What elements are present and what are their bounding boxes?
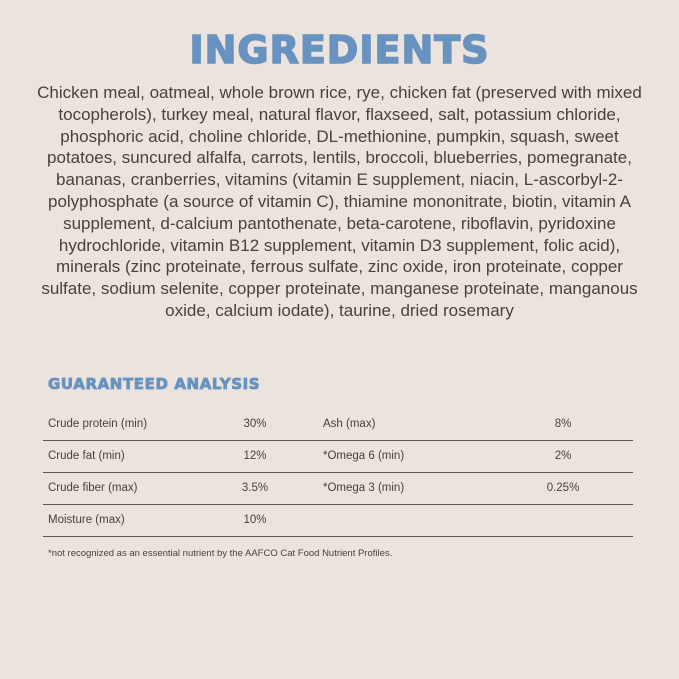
aafco-footnote: *not recognized as an essential nutrient by the AAFCO Cat Food Nutrient Profiles.: [48, 547, 393, 559]
nutrient-value: 12%: [243, 450, 267, 463]
nutrient-value: 8%: [554, 418, 572, 431]
table-row: [43, 505, 633, 537]
ingredients-title: INGREDIENTS: [189, 28, 490, 72]
ingredients-paragraph: Chicken meal, oatmeal, whole brown rice, rye, chicken fat (preserved with mixed tocopherols), turkey meal, natural flavor, flaxseed, salt, potassium chloride, phosphoric acid, choline chloride, DL-methionine, pumpkin, squash, sweet potatoes, suncured alfalfa, carrots, lentils, broccoli, blueberries, pomegranate, bananas, cranberries, vitamins (vitamin E supplement, niacin, L-ascorbyl-2-polyphosphate (a source of vitamin C), thiamine mononitrate, biotin, vitamin A supplement, d-calcium pantothenate, beta-carotene, riboflavin, pyridoxine hydrochloride, vitamin B12 supplement, vitamin D3 supplement, folic acid), minerals (zinc proteinate, ferrous sulfate, zinc oxide, iron proteinate, copper sulfate, sodium selenite, copper proteinate, manganese proteinate, manganous oxide, calcium iodate), taurine, dried rosemary: [37, 83, 642, 320]
nutrient-value: 10%: [243, 514, 267, 527]
nutrient-label: *Omega 6 (min): [323, 450, 405, 463]
table-row: [43, 441, 633, 473]
table-row: [43, 409, 633, 441]
nutrient-label: Crude fiber (max): [48, 482, 138, 495]
guaranteed-analysis-title: GUARANTEED ANALYSIS: [48, 374, 261, 393]
nutrient-label: Moisture (max): [48, 514, 125, 527]
nutrient-value: 0.25%: [546, 482, 580, 495]
table-row: [43, 473, 633, 505]
nutrient-value: 30%: [243, 418, 267, 431]
nutrient-label: Ash (max): [323, 418, 376, 431]
nutrient-value: 2%: [554, 450, 572, 463]
guaranteed-analysis-table: [43, 409, 633, 537]
nutrient-label: Crude protein (min): [48, 418, 148, 431]
nutrient-value: 3.5%: [241, 482, 269, 495]
nutrient-label: Crude fat (min): [48, 450, 125, 463]
nutrient-label: *Omega 3 (min): [323, 482, 405, 495]
